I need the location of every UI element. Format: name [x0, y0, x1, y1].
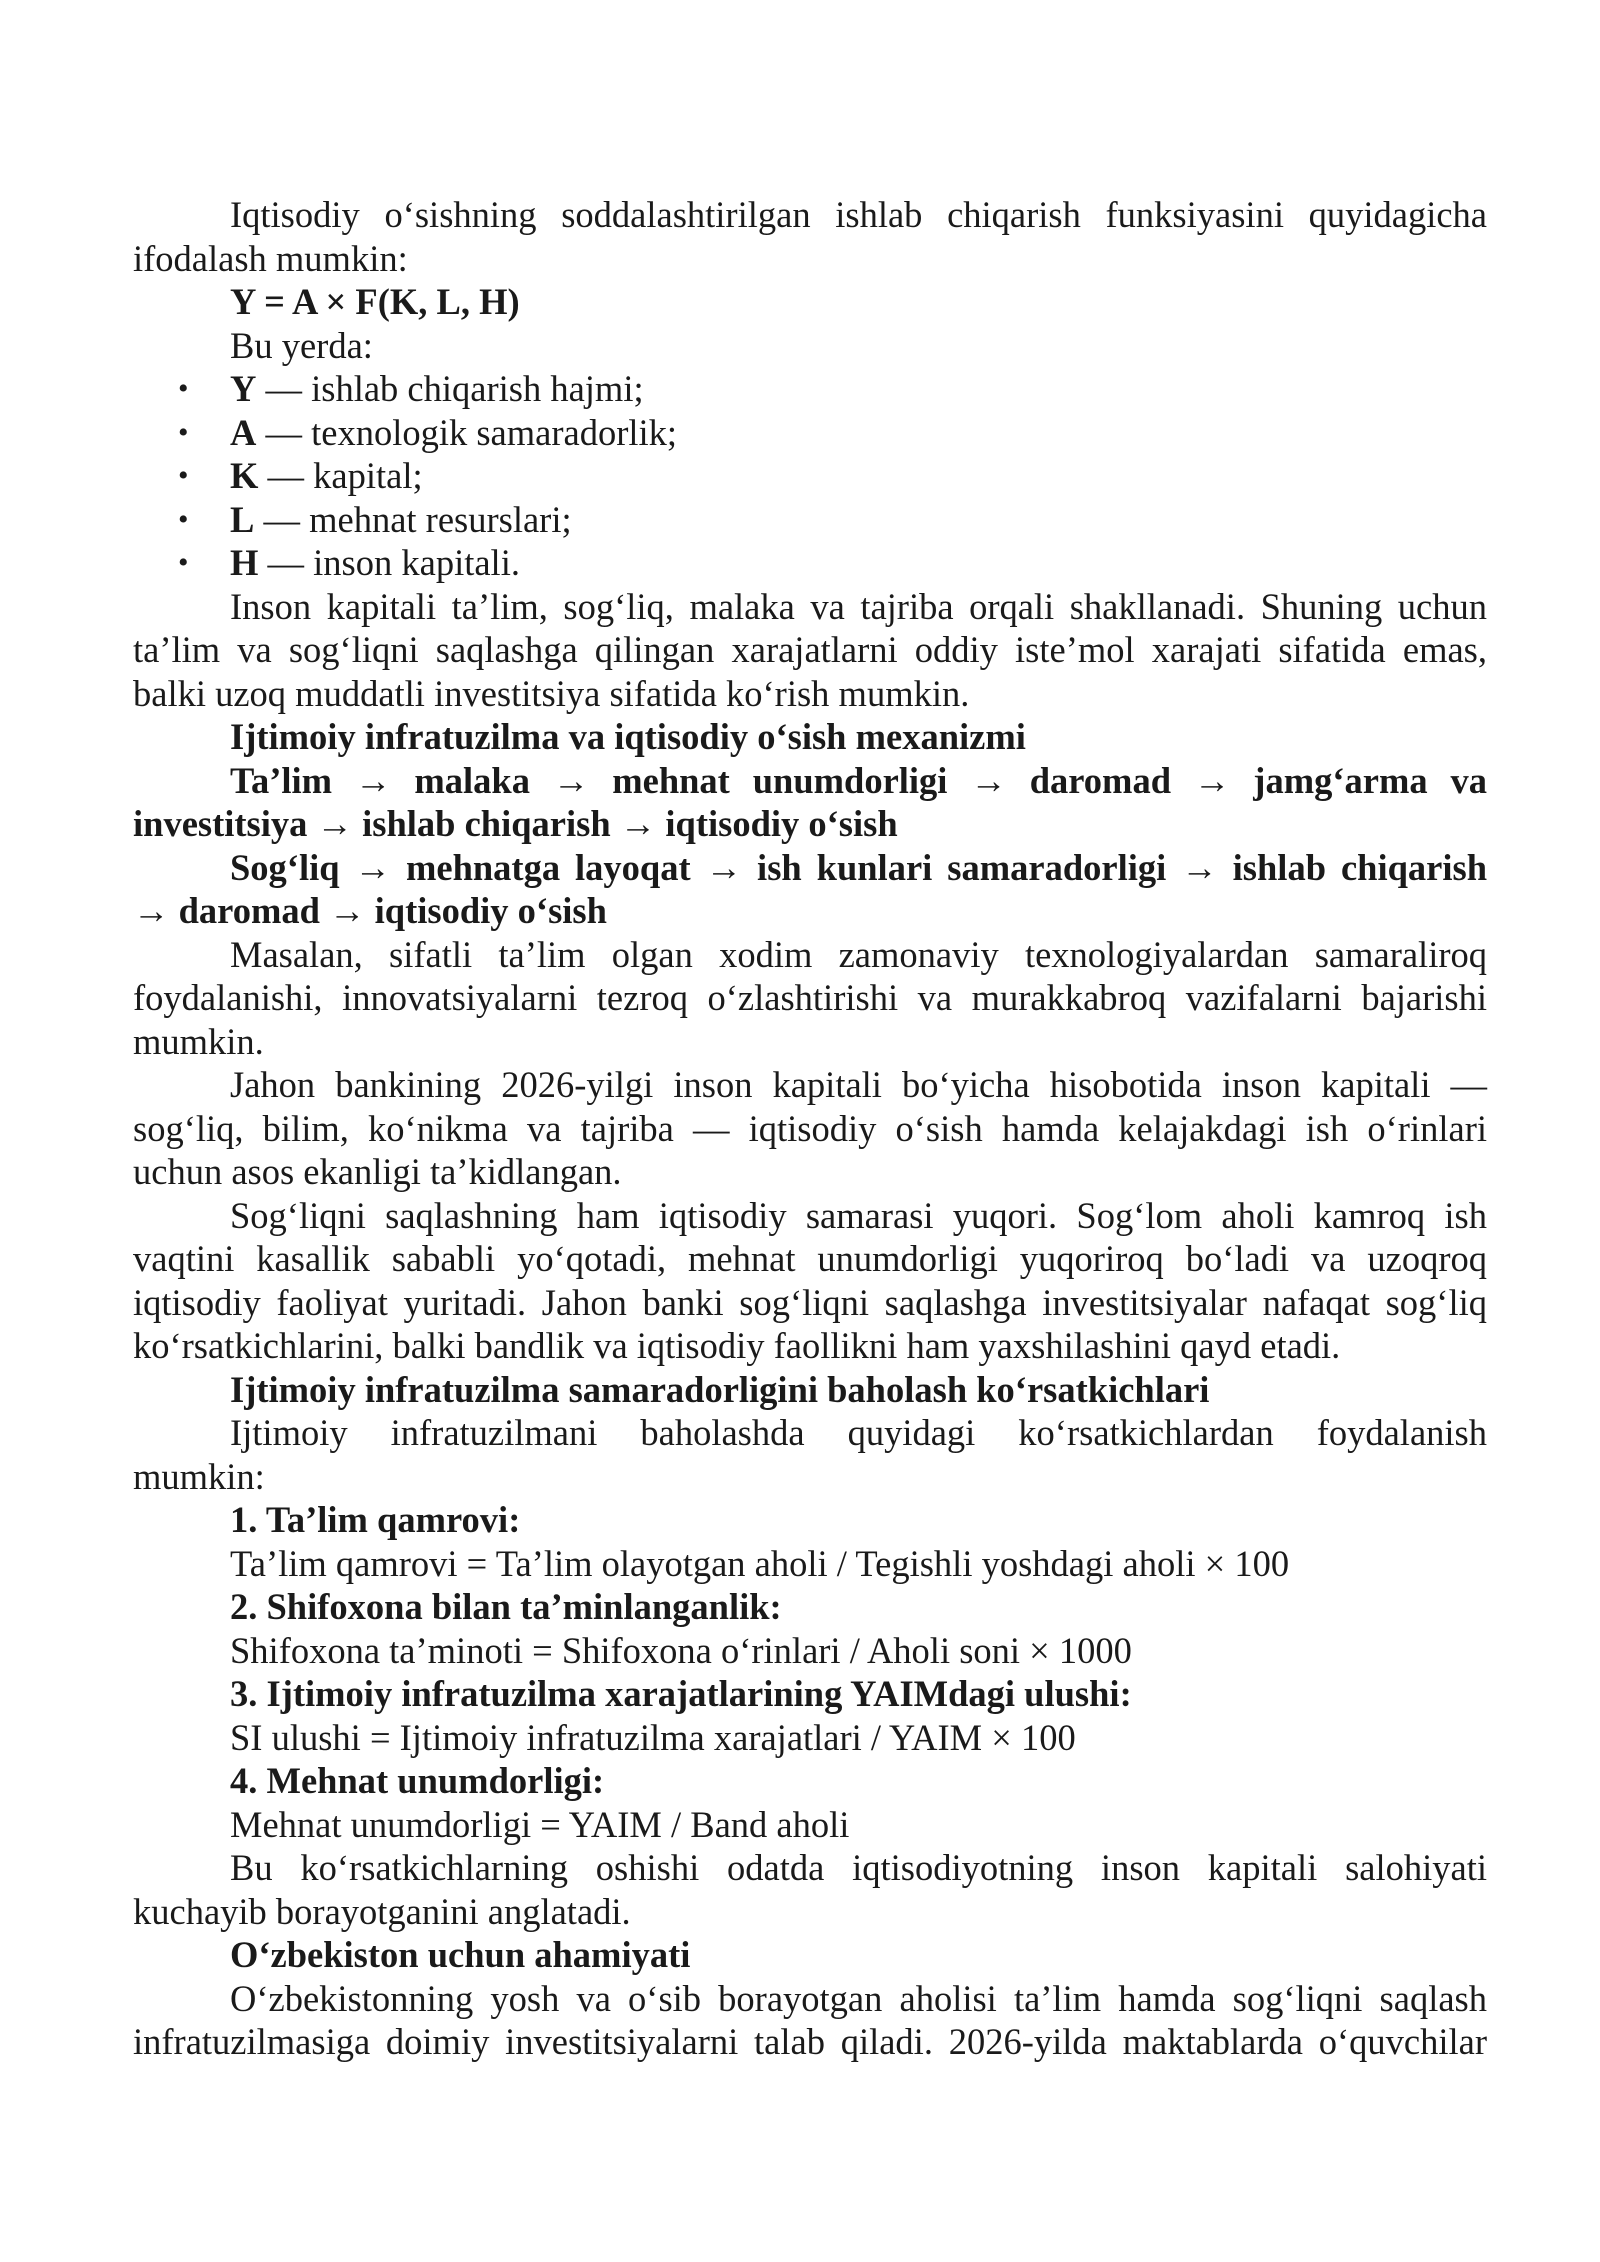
- bullet-icon: •: [178, 372, 189, 405]
- list-item: [133, 498, 1487, 542]
- indicator-title: [133, 1585, 1487, 1629]
- human-capital-line-2: ta’lim va sog‘liqni saqlashga qilingan xarajatlarni oddiy iste’mol xarajati sifatida emas,: [133, 629, 1487, 670]
- variable-symbol: A: [230, 411, 257, 453]
- education-chain-line-1: [133, 759, 1487, 803]
- indicators-intro-line-2: mumkin:: [133, 1455, 265, 1497]
- intro-line-1: Iqtisodiy o‘sishning soddalashtirilgan ishlab chiqarish funksiyasini quyidagicha: [230, 194, 1487, 235]
- health-line-2: vaqtini kasallik sababli yo‘qotadi, mehnat unumdorligi yuqoriroq bo‘ladi va uzoqroq: [133, 1238, 1487, 1279]
- health-chain-line-1: [133, 846, 1487, 890]
- variable-symbol: K: [230, 455, 259, 496]
- example-line-1: Masalan, sifatli ta’lim olgan xodim zamonaviy texnologiyalardan samaraliroq: [230, 933, 1487, 975]
- health-line-3: iqtisodiy faoliyat yuritadi. Jahon banki sog‘liqni saqlashga investitsiyalar nafaqat sog‘liq: [133, 1281, 1487, 1323]
- indicator-formula: Shifoxona ta’minoti = Shifoxona o‘rinlari / Aholi soni × 1000: [230, 1629, 1132, 1671]
- variable-symbol: Y: [230, 368, 257, 409]
- variable-description: — texnologik samaradorlik;: [256, 411, 678, 453]
- variable-description: — ishlab chiqarish hajmi;: [256, 368, 644, 409]
- list-item: [133, 541, 1487, 585]
- variable-list: [133, 367, 1487, 585]
- list-item: [133, 454, 1487, 498]
- world-bank-line-2: sog‘liq, bilim, ko‘nikma va tajriba — iqtisodiy o‘sish hamda kelajakdagi ish o‘rinlari: [133, 1107, 1487, 1149]
- education-chain-text-1: Ta’lim → malaka → mehnat unumdorligi → daromad → jamg‘arma va: [230, 759, 1487, 801]
- indicator-title: [133, 1759, 1487, 1803]
- indicator-formula: Mehnat unumdorligi = YAIM / Band aholi: [230, 1803, 850, 1845]
- formula-text: Y = A × F(K, L, H): [230, 281, 520, 322]
- intro-line-2: ifodalash mumkin:: [133, 237, 408, 279]
- variable-description: — mehnat resurslari;: [254, 498, 572, 540]
- human-capital-line-3: balki uzoq muddatli investitsiya sifatida ko‘rish mumkin.: [133, 672, 970, 714]
- variable-symbol: H: [230, 542, 259, 583]
- education-chain-text-2: investitsiya → ishlab chiqarish → iqtisodiy o‘sish: [133, 803, 898, 844]
- indicators-heading-text: Ijtimoiy infratuzilma samaradorligini baholash ko‘rsatkichlari: [230, 1368, 1210, 1410]
- mechanism-heading-text: Ijtimoiy infratuzilma va iqtisodiy o‘sish mexanizmi: [230, 716, 1026, 757]
- list-item: [133, 367, 1487, 411]
- variable-description: — kapital;: [258, 455, 423, 496]
- conclusion-line-2: kuchayib borayotganini anglatadi.: [133, 1890, 631, 1932]
- indicator-title: [133, 1672, 1487, 1716]
- list-item: [133, 411, 1487, 455]
- conclusion-line-1: Bu ko‘rsatkichlarning oshishi odatda iqtisodiyotning inson kapitali salohiyati: [230, 1847, 1487, 1888]
- world-bank-line-1: Jahon bankining 2026-yilgi inson kapitali bo‘yicha hisobotida inson kapitali —: [230, 1064, 1487, 1105]
- bullet-icon: •: [178, 502, 189, 536]
- indicator-formula: Ta’lim qamrovi = Ta’lim olayotgan aholi / Tegishli yoshdagi aholi × 100: [230, 1542, 1290, 1584]
- indicators-intro-line-1: Ijtimoiy infratuzilmani baholashda quyidagi ko‘rsatkichlardan foydalanish: [230, 1412, 1487, 1453]
- health-chain-line-2: [133, 889, 1487, 933]
- uzbekistan-line-1: O‘zbekistonning yosh va o‘sib borayotgan aholisi ta’lim hamda sog‘liqni saqlash: [230, 1977, 1487, 2019]
- education-chain-line-2: [133, 802, 1487, 846]
- health-chain-text-1: Sog‘liq → mehnatga layoqat → ish kunlari samaradorligi → ishlab chiqarish: [230, 846, 1487, 888]
- bullet-icon: •: [178, 415, 189, 449]
- indicator-formula: SI ulushi = Ijtimoiy infratuzilma xarajatlari / YAIM × 100: [230, 1716, 1076, 1758]
- uzbekistan-line-2: infratuzilmasiga doimiy investitsiyalarni talab qiladi. 2026-yilda maktablarda o‘quvchilar: [133, 2021, 1487, 2062]
- indicator-title-text: 4. Mehnat unumdorligi:: [230, 1760, 605, 1801]
- where-label: Bu yerda:: [230, 324, 373, 366]
- production-function-formula: [133, 280, 1487, 324]
- document-page: [133, 193, 1487, 2064]
- uzbekistan-heading-text: O‘zbekiston uchun ahamiyati: [230, 1934, 691, 1975]
- mechanism-heading: [133, 715, 1487, 759]
- world-bank-line-3: uchun asos ekanligi ta’kidlangan.: [133, 1151, 622, 1192]
- health-line-1: Sog‘liqni saqlashning ham iqtisodiy samarasi yuqori. Sog‘lom aholi kamroq ish: [230, 1194, 1487, 1236]
- bullet-icon: •: [178, 546, 189, 579]
- variable-symbol: L: [230, 498, 255, 540]
- indicator-title-text: 2. Shifoxona bilan ta’minlanganlik:: [230, 1586, 782, 1627]
- human-capital-line-1: Inson kapitali ta’lim, sog‘liq, malaka va tajriba orqali shakllanadi. Shuning uchun: [230, 585, 1487, 627]
- indicator-title-text: 1. Ta’lim qamrovi:: [230, 1499, 521, 1540]
- health-chain-text-2: → daromad → iqtisodiy o‘sish: [133, 890, 607, 931]
- indicator-title: [133, 1498, 1487, 1542]
- example-line-2: foydalanishi, innovatsiyalarni tezroq o‘zlashtirishi va murakkabroq vazifalarni bajarishi: [133, 977, 1487, 1018]
- bullet-icon: •: [178, 459, 189, 492]
- indicator-title-text: 3. Ijtimoiy infratuzilma xarajatlarining YAIMdagi ulushi:: [230, 1673, 1132, 1714]
- health-line-4: ko‘rsatkichlarini, balki bandlik va iqtisodiy faollikni ham yaxshilashini qayd etadi.: [133, 1325, 1341, 1366]
- indicators-heading: [133, 1368, 1487, 1412]
- variable-description: — inson kapitali.: [258, 542, 520, 583]
- uzbekistan-heading: [133, 1933, 1487, 1977]
- example-line-3: mumkin.: [133, 1020, 264, 1062]
